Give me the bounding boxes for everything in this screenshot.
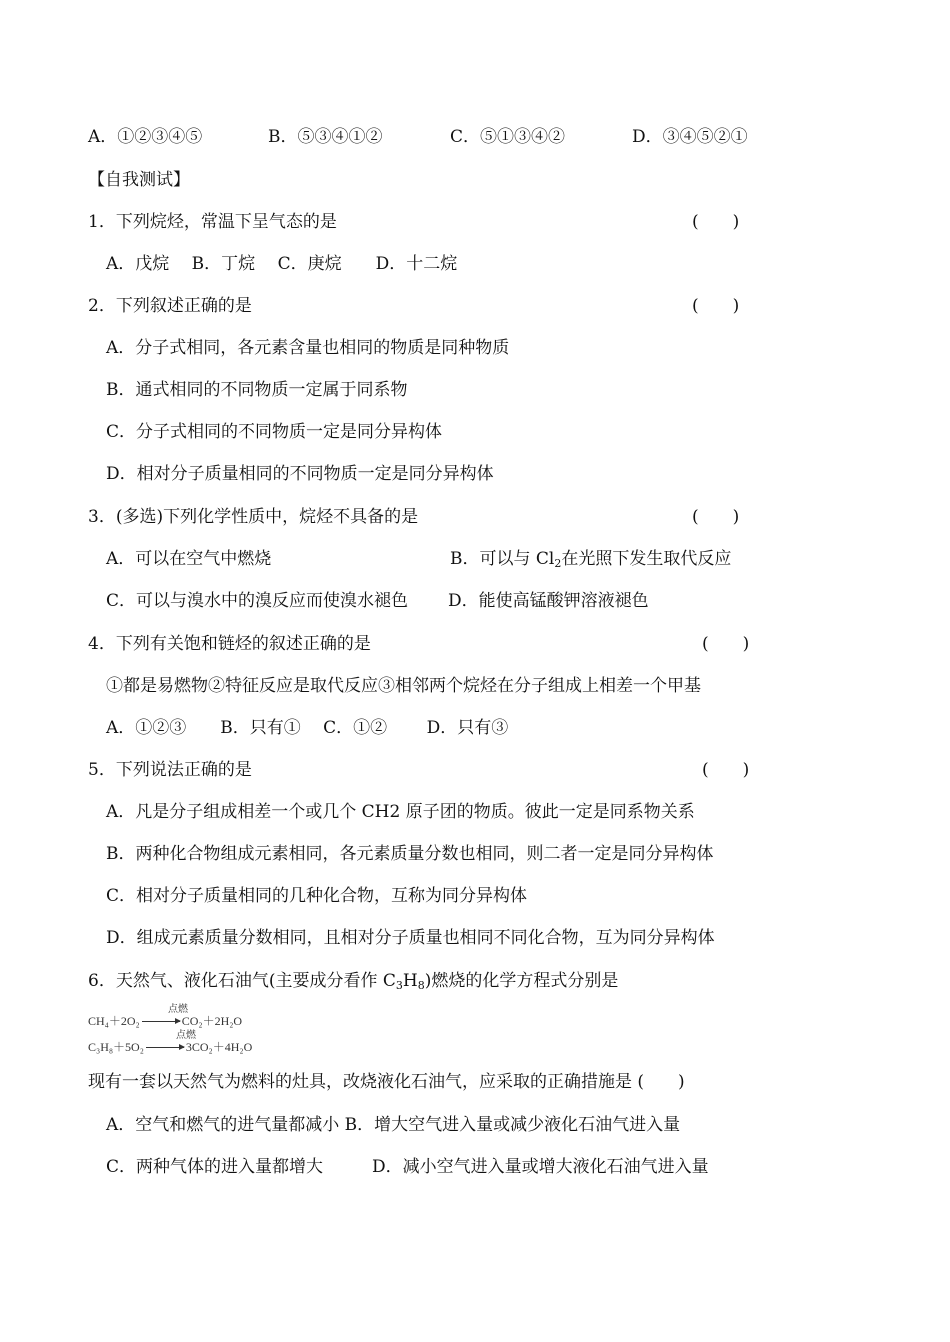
q4-stem: 4．下列有关饱和链烃的叙述正确的是 [88,634,371,654]
q6-question: 现有一套以天然气为燃料的灶具，改烧液化石油气，应采取的正确措施是 ( ) [88,1072,685,1092]
q6-equation-1-right: CO₂＋2H₂O [181,1014,243,1028]
q2-option-c: C．分子式相同的不同物质一定是同分异构体 [106,422,443,442]
q6-option-c: C．两种气体的进入量都增大 [106,1157,324,1177]
q6-equation-2-condition: 点燃 [176,1030,196,1041]
q2-option-d: D．相对分子质量相同的不同物质一定是同分异构体 [106,464,494,484]
prev-option-b: B．⑤③④①② [268,127,383,147]
q4-options: A．①②③ B．只有① C．①② D．只有③ [106,718,509,738]
q6-equation-1 [88,1004,243,1028]
q6-equation-1-condition: 点燃 [168,1004,188,1015]
q6-equation-2-left: C₃H₈＋5O₂ [88,1040,144,1054]
q1-stem: 1．下列烷烃，常温下呈气态的是 [88,212,337,232]
q5-option-a: A．凡是分子组成相差一个或几个 CH2 原子团的物质。彼此一定是同系物关系 [106,802,695,822]
q3-option-c: C．可以与溴水中的溴反应而使溴水褪色 [106,591,409,611]
q6-options-ab: A．空气和燃气的进气量都减小 B．增大空气进入量或减少液化石油气进入量 [106,1115,681,1135]
q5-answer-paren: ( ) [702,760,750,780]
q6-equation-2 [88,1030,253,1054]
q1-options: A．戊烷 B．丁烷 C．庚烷 D．十二烷 [106,254,458,274]
q4-statement: ①都是易燃物②特征反应是取代反应③相邻两个烷烃在分子组成上相差一个甲基 [106,676,701,696]
q5-option-d: D．组成元素质量分数相同，且相对分子质量也相同不同化合物，互为同分异构体 [106,928,715,948]
q5-option-b: B．两种化合物组成元素相同，各元素质量分数也相同，则二者一定是同分异构体 [106,844,714,864]
q6-option-d: D．减小空气进入量或增大液化石油气进入量 [372,1157,709,1177]
reaction-arrow-icon [146,1047,184,1049]
q3-option-d: D．能使高锰酸钾溶液褪色 [448,591,649,611]
q4-answer-paren: ( ) [702,634,750,654]
q3-stem: 3．(多选)下列化学性质中，烷烃不具备的是 [88,507,419,527]
q6-stem-sub2: 8 [417,979,425,992]
prev-option-d: D．③④⑤②① [632,127,748,147]
prev-option-a: A．①②③④⑤ [88,127,203,147]
q1-answer-paren: ( ) [692,212,740,232]
q3-option-b [450,548,731,575]
prev-option-c: C．⑤①③④② [450,127,566,147]
q6-stem [88,970,618,997]
q2-option-a: A．分子式相同，各元素含量也相同的物质是同种物质 [106,338,510,358]
q6-stem-sub1: 3 [395,979,403,992]
q6-stem-text-end: )燃烧的化学方程式分别是 [424,971,619,991]
q6-equation-1-left: CH₄＋2O₂ [88,1014,140,1028]
q3-option-b-subscript: 2 [554,557,562,570]
section-title: 【自我测试】 [88,170,190,190]
q6-stem-h: H [402,971,418,991]
q6-stem-text: 6．天然气、液化石油气(主要成分看作 C [88,971,396,991]
q3-option-b-text-end: 在光照下发生取代反应 [561,549,732,569]
q2-answer-paren: ( ) [692,296,740,316]
reaction-arrow-icon [142,1021,180,1023]
q5-option-c: C．相对分子质量相同的几种化合物，互称为同分异构体 [106,886,528,906]
q3-option-b-text: B．可以与 Cl [450,549,555,569]
q6-equation-2-right: 3CO₂＋4H₂O [185,1040,253,1054]
q3-option-a: A．可以在空气中燃烧 [106,549,272,569]
q5-stem: 5．下列说法正确的是 [88,760,252,780]
q3-answer-paren: ( ) [692,507,740,527]
q2-stem: 2．下列叙述正确的是 [88,296,252,316]
q2-option-b: B．通式相同的不同物质一定属于同系物 [106,380,408,400]
